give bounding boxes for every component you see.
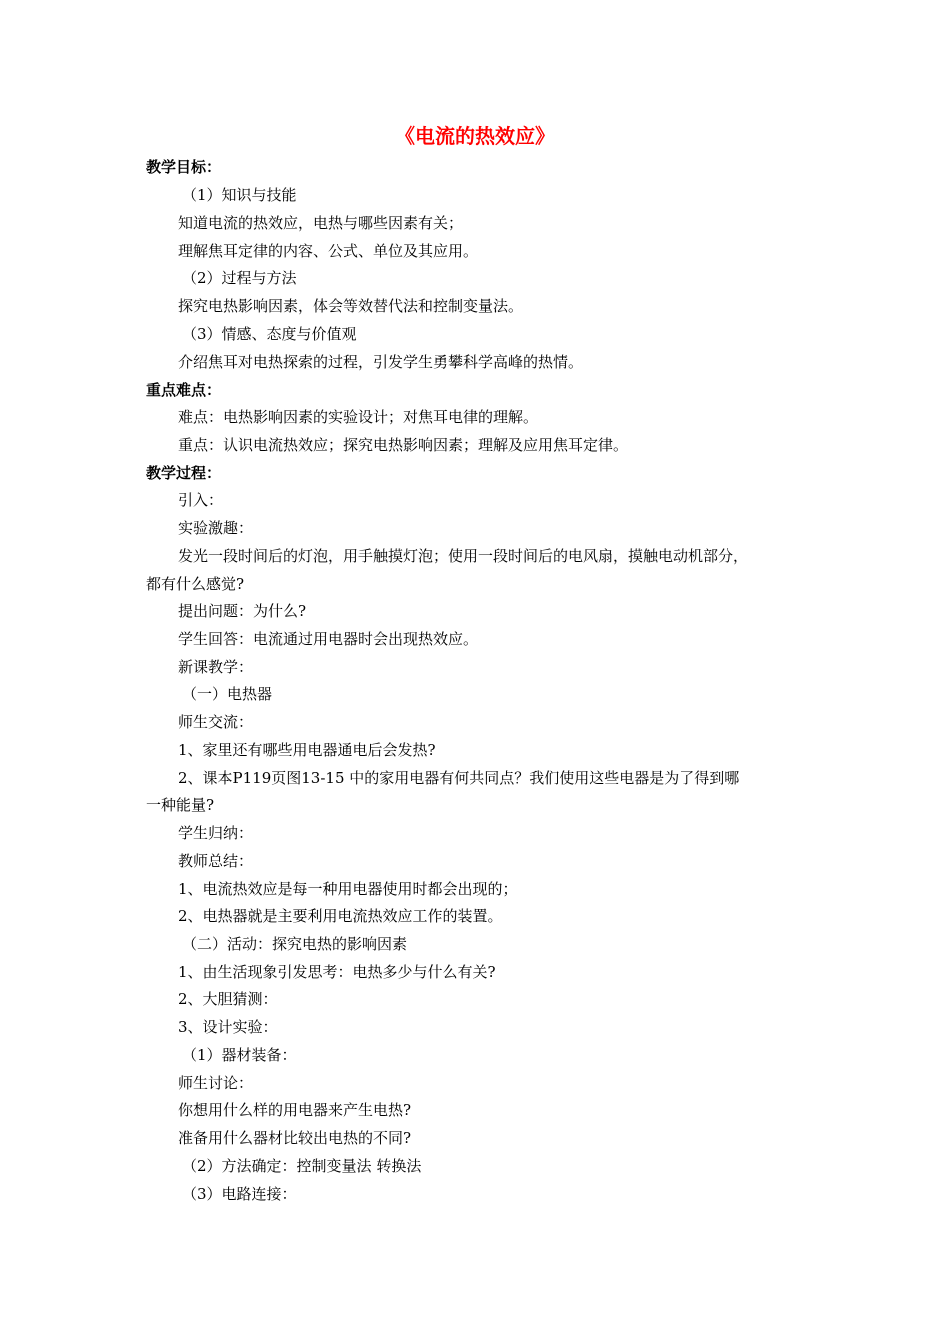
text-line: 你想用什么样的用电器来产生电热?	[178, 1101, 412, 1119]
text-line: （二）活动：探究电热的影响因素	[182, 935, 408, 953]
text-line: 2、大胆猜测：	[178, 990, 278, 1008]
text-line: 介绍焦耳对电热探索的过程，引发学生勇攀科学高峰的热情。	[178, 353, 584, 371]
text-line: 实验激趣：	[178, 519, 254, 537]
text-line: 知道电流的热效应，电热与哪些因素有关；	[178, 214, 464, 232]
text-line: 2、课本P119页图13-15 中的家用电器有何共同点？我们使用这些电器是为了得到哪	[178, 769, 740, 787]
text-line: 学生回答：电流通过用电器时会出现热效应。	[178, 630, 479, 648]
text-line: （2）过程与方法	[182, 269, 297, 287]
section-heading: 教学目标：	[146, 158, 222, 176]
text-line: （1）器材装备：	[182, 1046, 297, 1064]
section-heading: 重点难点：	[146, 381, 222, 399]
text-line: 引入：	[178, 491, 224, 509]
text-line: 重点：认识电流热效应；探究电热影响因素；理解及应用焦耳定律。	[178, 436, 629, 454]
document-title: 《电流的热效应》	[395, 124, 555, 148]
text-line: 1、由生活现象引发思考：电热多少与什么有关?	[178, 963, 496, 981]
section-heading: 教学过程：	[146, 464, 222, 482]
text-line: 1、电流热效应是每一种用电器使用时都会出现的；	[178, 880, 518, 898]
text-line: 教师总结：	[178, 852, 254, 870]
text-line: 师生交流：	[178, 713, 254, 731]
text-line: 理解焦耳定律的内容、公式、单位及其应用。	[178, 242, 479, 260]
text-line: 学生归纳：	[178, 824, 254, 842]
text-line: 新课教学：	[178, 658, 254, 676]
text-line: （一）电热器	[182, 685, 273, 703]
text-line: 探究电热影响因素，体会等效替代法和控制变量法。	[178, 297, 524, 315]
text-line: （3）情感、态度与价值观	[182, 325, 357, 343]
text-line: 师生讨论：	[178, 1074, 254, 1092]
text-line: （1）知识与技能	[182, 186, 297, 204]
text-line: 发光一段时间后的灯泡，用手触摸灯泡；使用一段时间后的电风扇，摸触电动机部分，	[178, 547, 749, 565]
text-line: 准备用什么器材比较出电热的不同?	[178, 1129, 412, 1147]
text-line: （2）方法确定：控制变量法 转换法	[182, 1157, 422, 1175]
text-line: 提出问题：为什么?	[178, 602, 307, 620]
text-line: 难点：电热影响因素的实验设计；对焦耳电律的理解。	[178, 408, 539, 426]
text-line: 一种能量?	[146, 796, 215, 814]
text-line: （3）电路连接：	[182, 1185, 297, 1203]
text-line: 2、电热器就是主要利用电流热效应工作的装置。	[178, 907, 503, 925]
text-line: 3、设计实验：	[178, 1018, 278, 1036]
text-line: 1、家里还有哪些用电器通电后会发热?	[178, 741, 436, 759]
text-line: 都有什么感觉?	[146, 575, 245, 593]
